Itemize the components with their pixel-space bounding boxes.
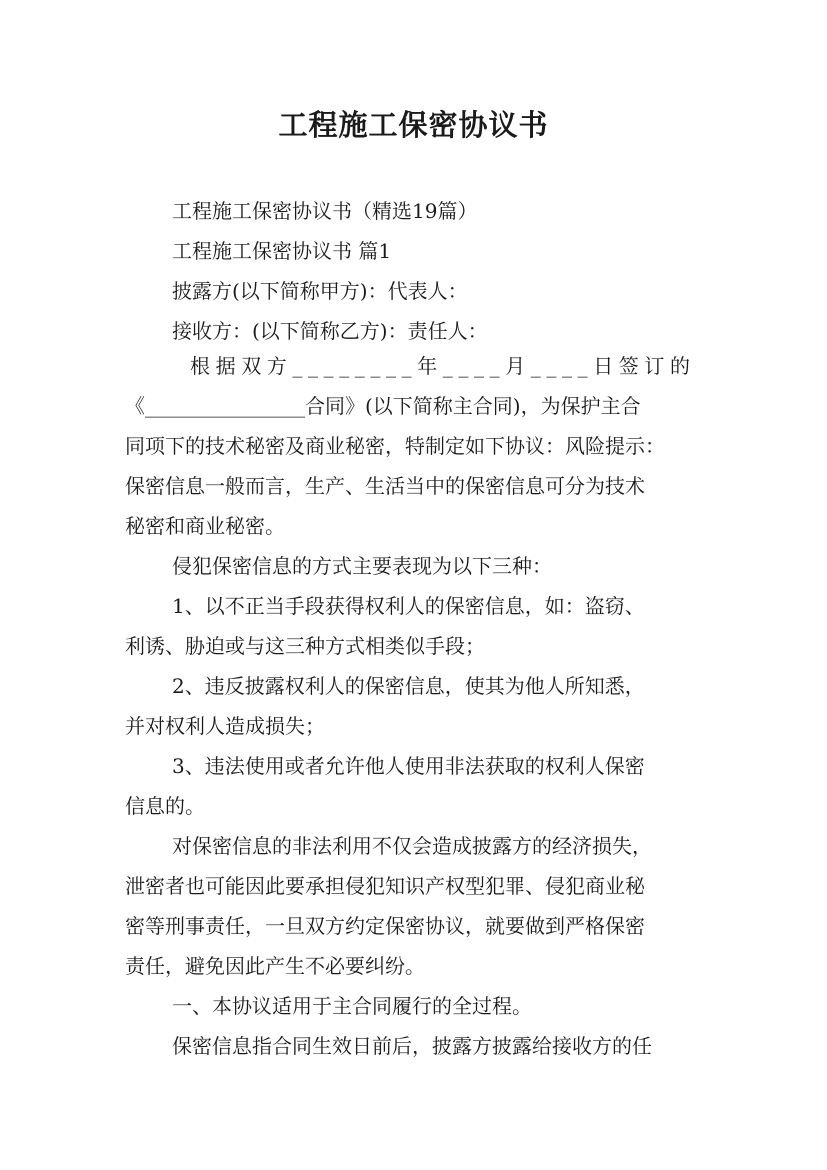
paragraph-line: 保密信息一般而言，生产、生活当中的保密信息可分为技术	[125, 474, 645, 498]
paragraph-line: 责任，避免因此产生不必要纠纷。	[125, 954, 425, 978]
subtitle-line: 工程施工保密协议书（精选19篇）	[172, 199, 478, 223]
paragraph-line: 泄密者也可能因此要承担侵犯知识产权型犯罪、侵犯商业秘	[125, 874, 645, 898]
party-b-line: 接收方：(以下简称乙方)：责任人：	[172, 319, 488, 343]
paragraph-line: 并对权利人造成损失；	[125, 714, 325, 738]
list-item-1: 1、以不正当手段获得权利人的保密信息，如：盗窃、	[172, 594, 645, 618]
date-clause: 根据双方________年____月____日签订的	[190, 354, 696, 378]
paragraph-line: 密等刑事责任，一旦双方约定保密协议，就要做到严格保密	[125, 914, 645, 938]
paragraph-line: 侵犯保密信息的方式主要表现为以下三种：	[172, 554, 552, 578]
list-item-3: 3、违法使用或者允许他人使用非法获取的权利人保密	[172, 754, 645, 778]
party-a-line: 披露方(以下简称甲方)：代表人：	[172, 279, 468, 303]
chapter-heading: 工程施工保密协议书 篇1	[172, 239, 392, 263]
paragraph-line	[190, 351, 704, 381]
paragraph-line: 对保密信息的非法利用不仅会造成披露方的经济损失，	[172, 834, 652, 858]
paragraph-line: 同项下的技术秘密及商业秘密，特制定如下协议：风险提示：	[125, 434, 665, 458]
list-item-2: 2、违反披露权利人的保密信息，使其为他人所知悉，	[172, 674, 645, 698]
document-title: 工程施工保密协议书	[278, 108, 549, 142]
paragraph-line: 利诱、胁迫或与这三种方式相类似手段；	[125, 634, 485, 658]
clause-1-heading: 一、本协议适用于主合同履行的全过程。	[172, 994, 532, 1018]
paragraph-line: 信息的。	[125, 794, 205, 818]
paragraph-line: 《________________合同》(以下简称主合同)，为保护主合	[125, 394, 641, 418]
paragraph-line: 秘密和商业秘密。	[125, 514, 285, 538]
paragraph-line: 保密信息指合同生效日前后，披露方披露给接收方的任	[172, 1034, 652, 1058]
